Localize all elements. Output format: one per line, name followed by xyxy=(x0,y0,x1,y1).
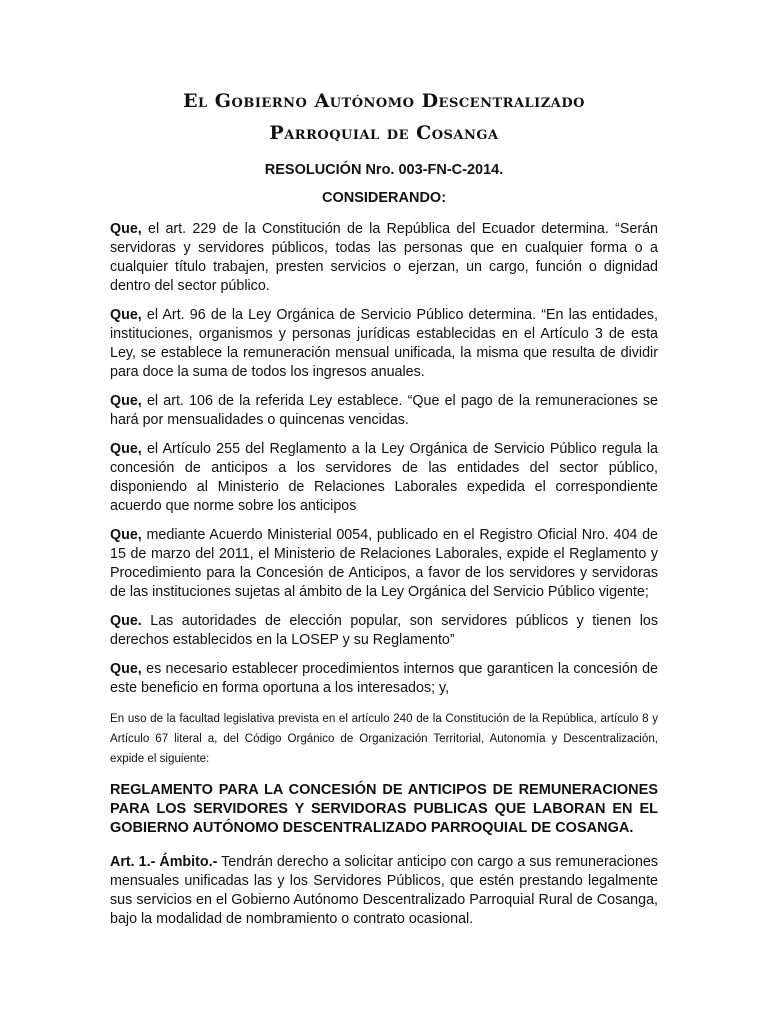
legislative-faculty-paragraph: En uso de la facultad legislativa prevista en el artículo 240 de la Constitución de la República, artículo 8 y Artículo 67 literal a, del Código Orgánico de Organización Territorial, Autonomía y Descentralización, expide el siguiente: xyxy=(110,711,658,766)
considerando-heading: CONSIDERANDO: xyxy=(321,190,447,206)
consideration-lead: Que, xyxy=(110,527,142,543)
article-1-lead: Art. 1.- Ámbito.- xyxy=(110,853,218,870)
consideration-lead: Que, xyxy=(110,661,142,677)
consideration-paragraph xyxy=(110,660,658,698)
resolution-number: RESOLUCIÓN Nro. 003-FN-C-2014. xyxy=(264,162,504,178)
consideration-paragraph xyxy=(110,392,658,430)
consideration-lead: Que, xyxy=(110,307,142,323)
consideration-lead: Que, xyxy=(110,221,142,237)
consideration-paragraph xyxy=(110,306,658,382)
consideration-lead: Que. xyxy=(110,613,142,629)
consideration-text: el Artículo 255 del Reglamento a la Ley Orgánica de Servicio Público regula la concesión de anticipos a los servidores de las entidades del sector público, disponiendo al Ministerio de Relaciones Laborales expedida el correspondiente acuerdo que norme sobre los anticipos xyxy=(110,441,658,514)
consideration-text: es necesario establecer procedimientos internos que garanticen la concesión de este beneficio en forma oportuna a los interesados; y, xyxy=(110,661,658,696)
consideration-lead: Que, xyxy=(110,393,142,409)
consideration-text: el Art. 96 de la Ley Orgánica de Servicio Público determina. “En las entidades, instituciones, organismos y personas jurídicas establecidas en el Artículo 3 de esta Ley, se establece la remuneración mensual unificada, la misma que resulta de dividir para doce la suma de todos los ingresos anuales. xyxy=(110,307,658,380)
consideration-text: el art. 106 de la referida Ley establece. “Que el pago de la remuneraciones se hará por mensualidades o quincenas vencidas. xyxy=(110,393,658,428)
consideration-paragraph xyxy=(110,612,658,650)
consideration-text: mediante Acuerdo Ministerial 0054, publicado en el Registro Oficial Nro. 404 de 15 de marzo del 2011, el Ministerio de Relaciones Laborales, expide el Reglamento y Procedimiento para la Concesión de Anticipos, a favor de los servidores y servidoras de las instituciones sujetas al ámbito de la Ley Orgánica del Servicio Público vigente; xyxy=(110,527,658,600)
consideration-paragraph xyxy=(110,440,658,516)
regulation-title: REGLAMENTO PARA LA CONCESIÓN DE ANTICIPOS DE REMUNERACIONES PARA LOS SERVIDORES Y SERVIDORAS PUBLICAS QUE LABORAN EN EL GOBIERNO AUTÓNOMO DESCENTRALIZADO PARROQUIAL DE COSANGA. xyxy=(110,782,658,836)
consideration-lead: Que, xyxy=(110,441,142,457)
consideration-paragraph xyxy=(110,526,658,602)
article-1-text: Tendrán derecho a solicitar anticipo con cargo a sus remuneraciones mensuales unificadas las y los Servidores Públicos, que estén prestando legalmente sus servicios en el Gobierno Autónomo Descentralizado Parroquial Rural de Cosanga, bajo la modalidad de nombramiento o contrato ocasional. xyxy=(110,853,658,927)
consideration-paragraph xyxy=(110,220,658,296)
article-1-paragraph xyxy=(110,853,658,929)
institution-title-line-2: Parroquial de Cosanga xyxy=(269,122,499,144)
consideration-text: Las autoridades de elección popular, son servidores públicos y tienen los derechos establecidos en la LOSEP y su Reglamento” xyxy=(110,613,658,648)
consideration-text: el art. 229 de la Constitución de la República del Ecuador determina. “Serán servidoras y servidores públicos, todas las personas que en cualquier forma o a cualquier título trabajen, presten servicios o ejerzan, un cargo, función o dignidad dentro del sector público. xyxy=(110,221,658,294)
institution-title-line-1: El Gobierno Autónomo Descentralizado xyxy=(183,90,585,112)
